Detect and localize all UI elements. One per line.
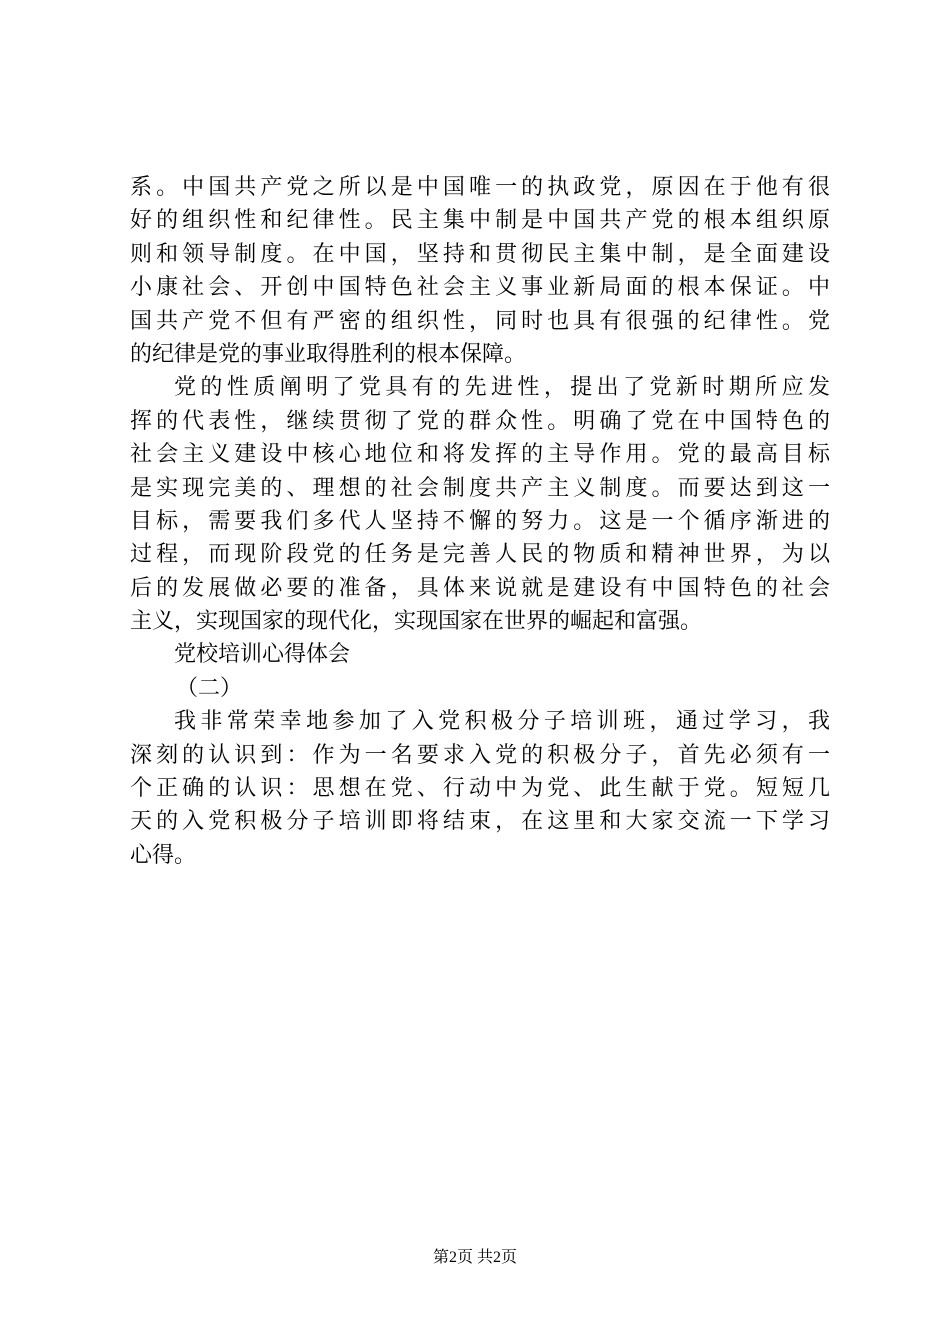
- section-heading: 党校培训心得体会: [174, 642, 351, 668]
- paragraph-2-line-4: 是实现完美的、理想的社会制度共产主义制度。而要达到这一: [130, 475, 830, 501]
- document-body: [130, 171, 830, 872]
- paragraph-2-line-3: 社会主义建设中核心地位和将发挥的主导作用。党的最高目标: [130, 442, 830, 468]
- paragraph-2-line-1: 党的性质阐明了党具有的先进性，提出了党新时期所应发: [174, 375, 830, 401]
- paragraph-1-line-5: 国共产党不但有严密的组织性，同时也具有很强的纪律性。党: [130, 308, 830, 334]
- paragraph-3-line-5: 心得。: [130, 842, 197, 868]
- paragraph-1-line-6: 的纪律是党的事业取得胜利的根本保障。: [130, 341, 527, 367]
- paragraph-3-line-2: 深刻的认识到：作为一名要求入党的积极分子，首先必须有一: [130, 742, 830, 768]
- paragraph-2-line-2: 挥的代表性，继续贯彻了党的群众性。明确了党在中国特色的: [130, 408, 830, 434]
- paragraph-1-line-3: 则和领导制度。在中国，坚持和贯彻民主集中制，是全面建设: [130, 241, 830, 267]
- paragraph-1-line-2: 好的组织性和纪律性。民主集中制是中国共产党的根本组织原: [130, 208, 830, 234]
- paragraph-2-line-8: 主义，实现国家的现代化，实现国家在世界的崛起和富强。: [130, 609, 703, 635]
- paragraph-3-line-1: 我非常荣幸地参加了入党积极分子培训班，通过学习，我: [174, 709, 830, 735]
- paragraph-1-line-1: 系。中国共产党之所以是中国唯一的执政党，原因在于他有很: [130, 175, 830, 200]
- paragraph-1-line-4: 小康社会、开创中国特色社会主义事业新局面的根本保证。中: [130, 275, 830, 301]
- paragraph-3-line-4: 天的入党积极分子培训即将结束，在这里和大家交流一下学习: [130, 809, 830, 835]
- paragraph-3-line-3: 个正确的认识：思想在党、行动中为党、此生献于党。短短几: [130, 776, 830, 802]
- paragraph-2-line-5: 目标，需要我们多代人坚持不懈的努力。这是一个循序渐进的: [130, 508, 830, 534]
- paragraph-2-line-7: 后的发展做必要的准备，具体来说就是建设有中国特色的社会: [130, 575, 830, 601]
- page-number-footer: 第2页 共2页: [432, 1249, 517, 1266]
- paragraph-2-line-6: 过程，而现阶段党的任务是完善人民的物质和精神世界，为以: [130, 542, 830, 568]
- section-number: （二）: [176, 675, 243, 701]
